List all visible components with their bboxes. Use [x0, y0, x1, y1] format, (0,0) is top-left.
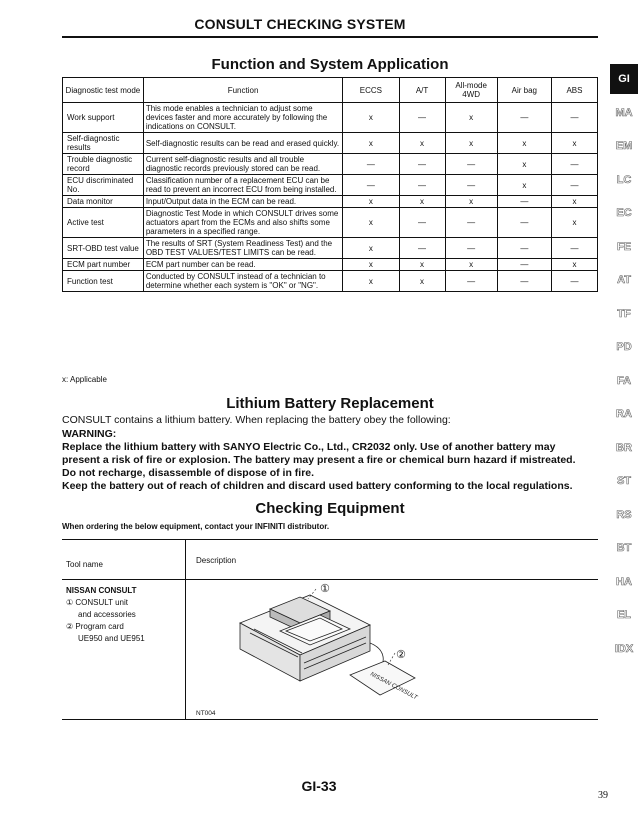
section-tab-fe[interactable]: FE	[616, 240, 632, 253]
row-mark: x	[343, 196, 399, 208]
row-mark: —	[399, 154, 445, 175]
row-mark: —	[497, 208, 551, 238]
row-mode: Data monitor	[63, 196, 144, 208]
warning-line-4: Keep the battery out of reach of children and discard used battery conforming to the local regulations.	[62, 480, 573, 492]
row-mark: x	[343, 133, 399, 154]
section-tab-ha[interactable]: HA	[616, 575, 632, 588]
row-mark: x	[551, 208, 597, 238]
row-mode: SRT-OBD test value	[63, 238, 144, 259]
row-mark: x	[343, 271, 399, 292]
row-mark: x	[399, 133, 445, 154]
section-tab-at[interactable]: AT	[617, 274, 631, 286]
row-mark: x	[497, 175, 551, 196]
row-mode: ECU discriminated No.	[63, 175, 144, 196]
row-mark: —	[445, 175, 497, 196]
row-mark: x	[551, 196, 597, 208]
page-header-title: CONSULT CHECKING SYSTEM	[194, 16, 406, 32]
table-row	[63, 103, 598, 133]
row-mark: —	[497, 238, 551, 259]
table-row	[63, 175, 598, 196]
row-function: Input/Output data in the ECM can be read.	[143, 196, 342, 208]
row-mark: x	[445, 133, 497, 154]
table-row	[63, 154, 598, 175]
row-mark: —	[399, 208, 445, 238]
row-mark: x	[399, 271, 445, 292]
equipment-col-divider	[185, 539, 186, 720]
table-body	[63, 103, 598, 292]
row-mark: x	[551, 259, 597, 271]
row-mark: —	[399, 175, 445, 196]
warning-line-1: Replace the lithium battery with SANYO Electric Co., Ltd., CR2032 only. Use of another battery may	[62, 441, 556, 453]
row-mark: x	[551, 133, 597, 154]
section-tab-st[interactable]: ST	[616, 475, 632, 487]
row-mark: —	[399, 238, 445, 259]
section-tab-strip	[610, 64, 638, 667]
row-mode: Trouble diagnostic record	[63, 154, 144, 175]
table-row	[63, 208, 598, 238]
equipment-bottom-rule	[62, 719, 598, 720]
row-mark: —	[497, 259, 551, 271]
section-tab-br[interactable]: BR	[616, 441, 632, 454]
col-header-at: A/T	[399, 78, 445, 103]
page-number: GI-33	[301, 778, 337, 794]
table-footnote: x: Applicable	[62, 375, 107, 384]
equipment-title: Checking Equipment	[255, 500, 405, 517]
lithium-intro: CONSULT contains a lithium battery. When replacing the battery obey the following:	[62, 414, 451, 426]
row-mark: —	[551, 271, 597, 292]
row-function: Diagnostic Test Mode in which CONSULT drives some actuators apart from the ECMs and also shifts some parameters in a specified range.	[143, 208, 342, 238]
row-mark: —	[445, 154, 497, 175]
col-header-airbag: Air bag	[497, 78, 551, 103]
row-mode: Work support	[63, 103, 144, 133]
row-mark: —	[445, 271, 497, 292]
section-tab-rs[interactable]: RS	[616, 508, 632, 521]
col-header-mode: Diagnostic test mode	[63, 78, 144, 103]
row-function: ECM part number can be read.	[143, 259, 342, 271]
row-mark: —	[445, 208, 497, 238]
row-mark: x	[445, 259, 497, 271]
row-mode: ECM part number	[63, 259, 144, 271]
row-function: The results of SRT (System Readiness Test) and the OBD TEST VALUES/TEST LIMITS can be read.	[143, 238, 342, 259]
col-header-4wd: All-mode 4WD	[445, 78, 497, 103]
table-row	[63, 259, 598, 271]
tool-item-4: UE950 and UE951	[78, 634, 145, 643]
section-tab-ec[interactable]: EC	[616, 207, 632, 219]
lithium-title: Lithium Battery Replacement	[226, 395, 434, 412]
row-mark: —	[551, 154, 597, 175]
table-header-row	[63, 78, 598, 103]
row-mark: x	[343, 259, 399, 271]
tool-item-2: and accessories	[78, 610, 136, 619]
row-mark: x	[445, 196, 497, 208]
warning-line-3: Do not recharge, disassemble of dispose of in fire.	[62, 467, 315, 479]
table-row	[63, 133, 598, 154]
row-mark: —	[497, 196, 551, 208]
row-mark: —	[445, 238, 497, 259]
row-mark: x	[343, 103, 399, 133]
col-header-function: Function	[143, 78, 342, 103]
row-mark: x	[399, 196, 445, 208]
row-mark: —	[551, 175, 597, 196]
section-tab-ma[interactable]: MA	[615, 106, 633, 119]
row-mark: x	[445, 103, 497, 133]
warning-line-2: present a risk of fire or explosion. The battery may present a fire or chemical burn hazard if mistreated.	[62, 454, 576, 466]
row-mark: x	[343, 238, 399, 259]
row-mark: —	[551, 103, 597, 133]
section-tab-gi[interactable]: GI	[610, 64, 638, 94]
tool-item-3: ② Program card	[66, 622, 124, 631]
col-description: Description	[196, 556, 237, 565]
section-tab-ra[interactable]: RA	[616, 408, 632, 420]
equipment-note: When ordering the below equipment, contact your INFINITI distributor.	[62, 522, 330, 531]
header-rule	[62, 36, 598, 38]
tool-item-1: ① CONSULT unit	[66, 598, 129, 607]
row-function: Classification number of a replacement ECU can be read to prevent an incorrect ECU from being installed.	[143, 175, 342, 196]
row-mark: —	[497, 271, 551, 292]
callout-1: ①	[320, 583, 330, 595]
row-mode: Function test	[63, 271, 144, 292]
function-application-table	[62, 77, 598, 292]
row-mark: x	[399, 259, 445, 271]
row-function: Current self-diagnostic results and all trouble diagnostic records previously stored can be read.	[143, 154, 342, 175]
section-tab-bt[interactable]: BT	[616, 542, 632, 554]
sheet-number: 39	[598, 790, 608, 801]
row-mark: —	[343, 154, 399, 175]
col-header-eccs: ECCS	[343, 78, 399, 103]
tool-name: NISSAN CONSULT	[66, 586, 137, 595]
col-tool-name: Tool name	[66, 560, 103, 569]
section-tab-el[interactable]: EL	[616, 609, 632, 621]
table-row	[63, 271, 598, 292]
row-mark: —	[497, 103, 551, 133]
row-mark: —	[551, 238, 597, 259]
row-mode: Active test	[63, 208, 144, 238]
function-table-title: Function and System Application	[211, 56, 449, 73]
equipment-mid-rule	[62, 579, 598, 580]
row-function: Conducted by CONSULT instead of a technician to determine whether each system is "OK" or "NG".	[143, 271, 342, 292]
callout-2: ②	[396, 648, 406, 661]
row-mode: Self-diagnostic results	[63, 133, 144, 154]
equipment-top-rule	[62, 539, 598, 540]
section-tab-idx[interactable]: IDX	[614, 642, 634, 655]
col-header-abs: ABS	[551, 78, 597, 103]
row-mark: x	[497, 133, 551, 154]
figure-code: NT004	[196, 710, 216, 717]
card-label: NISSAN CONSULT	[369, 671, 418, 702]
section-tab-tf[interactable]: TF	[617, 307, 631, 320]
section-tab-fa[interactable]: FA	[616, 374, 632, 387]
row-mark: x	[343, 208, 399, 238]
row-mark: —	[343, 175, 399, 196]
consult-illustration	[220, 583, 430, 708]
row-mark: —	[399, 103, 445, 133]
section-tab-em[interactable]: EM	[615, 140, 633, 152]
table-row	[63, 238, 598, 259]
section-tab-pd[interactable]: PD	[616, 341, 632, 353]
row-mark: x	[497, 154, 551, 175]
row-function: This mode enables a technician to adjust some devices faster and more accurately by following the indications on CONSULT.	[143, 103, 342, 133]
section-tab-lc[interactable]: LC	[616, 173, 632, 186]
warning-label: WARNING:	[62, 428, 117, 440]
row-function: Self-diagnostic results can be read and erased quickly.	[143, 133, 342, 154]
table-row	[63, 196, 598, 208]
